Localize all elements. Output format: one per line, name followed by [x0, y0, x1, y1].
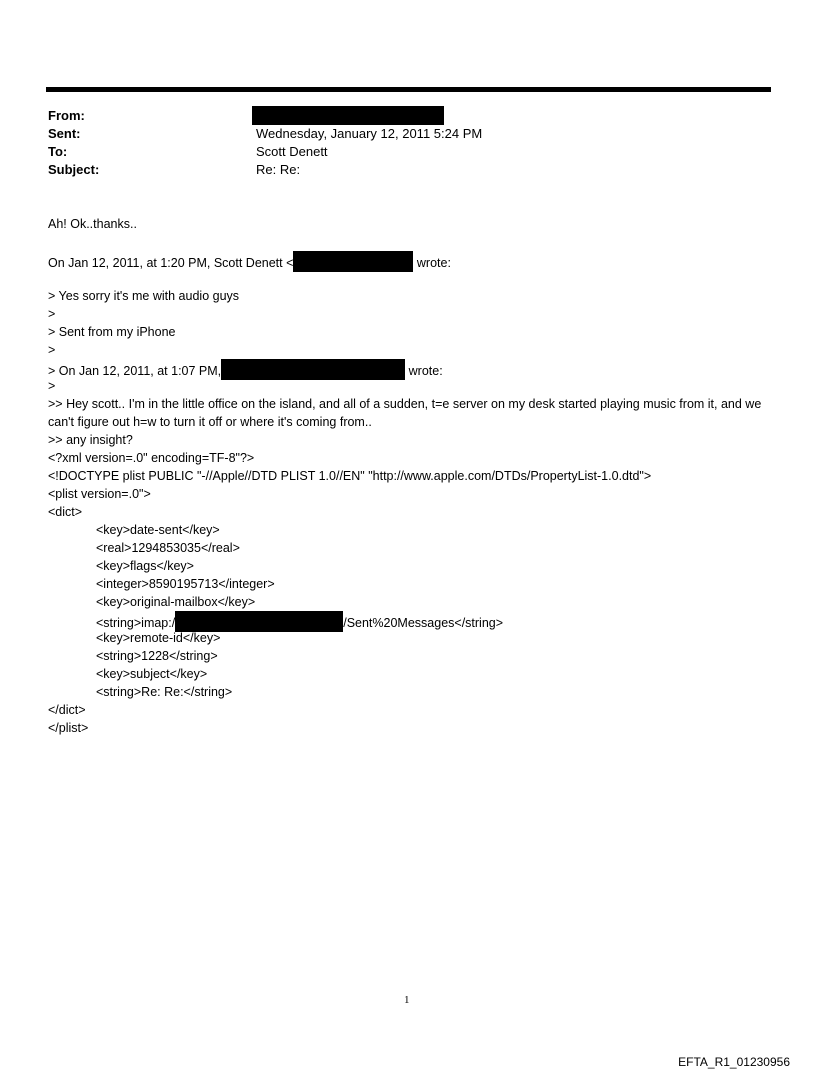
sent-label: Sent:	[48, 126, 81, 141]
xml-line: <key>remote-id</key>	[96, 631, 221, 645]
sender-redaction	[221, 359, 405, 380]
xml-line: <key>subject</key>	[96, 667, 208, 681]
xml-line: <!DOCTYPE plist PUBLIC "-//Apple//DTD PLIST 1.0//EN" "http://www.apple.com/DTDs/PropertyList-1.0.dtd">	[48, 469, 652, 483]
xml-line: <dict>	[48, 505, 83, 519]
subject-value: Re: Re:	[256, 162, 301, 177]
quoted-line: >	[48, 379, 56, 393]
to-value: Scott Denett	[256, 144, 328, 159]
email-redaction	[293, 251, 413, 272]
xml-line: <key>flags</key>	[96, 559, 194, 573]
attribution-text: On Jan 12, 2011, at 1:20 PM, Scott Denett <	[48, 256, 294, 270]
quoted-line: > Sent from my iPhone	[48, 325, 176, 339]
xml-line: <key>date-sent</key>	[96, 523, 220, 537]
quoted-line: > Yes sorry it's me with audio guys	[48, 289, 240, 303]
quoted-message: >> Hey scott.. I'm in the little office on the island, and all of a sudden, t=e server on my desk started playing music from it, and we can't figure out h=w to turn it off or where it's coming from..	[48, 397, 762, 429]
imap-suffix: /Sent%20Messages</string>	[343, 616, 504, 630]
quoted-attribution	[48, 359, 443, 380]
quoted-attribution-text: > On Jan 12, 2011, at 1:07 PM,	[48, 364, 222, 378]
from-label: From:	[48, 108, 85, 123]
xml-line: <key>original-mailbox</key>	[96, 595, 256, 609]
body-line: Ah! Ok..thanks..	[48, 217, 137, 231]
quoted-line: >	[48, 343, 56, 357]
xml-line: <real>1294853035</real>	[96, 541, 240, 555]
page-number: 1	[404, 994, 410, 1006]
document-id: EFTA_R1_01230956	[678, 1055, 790, 1069]
xml-line: <string>1228</string>	[96, 649, 218, 663]
xml-line: <string>Re: Re:</string>	[96, 685, 233, 699]
from-redaction	[252, 106, 444, 125]
xml-line: </dict>	[48, 703, 86, 717]
xml-line: <?xml version=.0" encoding=TF-8"?>	[48, 451, 255, 465]
sent-value: Wednesday, January 12, 2011 5:24 PM	[256, 126, 483, 141]
xml-line: <plist version=.0">	[48, 487, 151, 501]
quoted-line: >	[48, 307, 56, 321]
quoted-line: >> any insight?	[48, 433, 133, 447]
xml-line: <integer>8590195713</integer>	[96, 577, 275, 591]
attribution-wrote: wrote:	[413, 256, 451, 270]
reply-attribution	[48, 251, 451, 272]
to-label: To:	[48, 144, 68, 159]
subject-label: Subject:	[48, 162, 100, 177]
header-rule	[46, 87, 771, 92]
xml-line: </plist>	[48, 721, 89, 735]
imap-prefix: <string>imap:/	[96, 616, 176, 630]
quoted-attribution-wrote: wrote:	[405, 364, 443, 378]
